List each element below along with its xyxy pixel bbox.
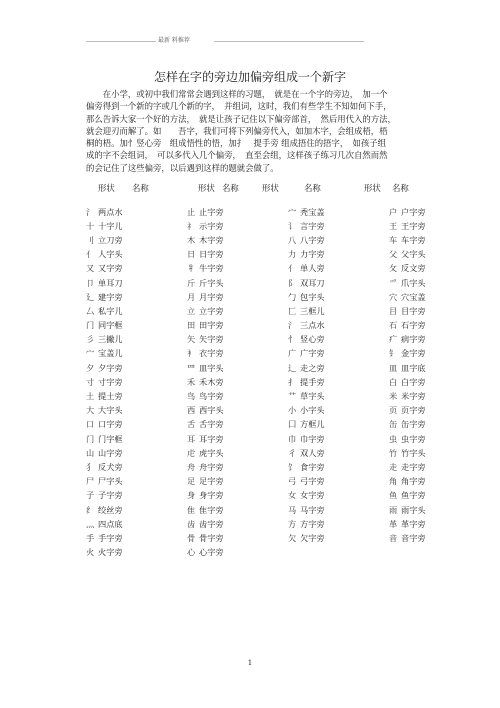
radical-name: 三点水 — [300, 320, 325, 331]
document-title: 怎样在字的旁边加偏旁组成一个新字 — [153, 70, 346, 84]
table-row — [86, 432, 461, 446]
page-number: 1 — [247, 659, 253, 667]
paragraph-line: 桐的梧。加忄竖心旁 组成悟性的悟，加扌 提手旁 组成捂住的捂字， 如孩子组 — [86, 138, 386, 149]
radical-shape: 鸟 — [187, 391, 196, 402]
radical-name: 月字旁 — [199, 291, 224, 302]
radical-shape: 田 — [187, 320, 196, 331]
table-header — [0, 182, 500, 194]
paragraph-line: 那么告诉大家一个好的方法， 就是让孩子记住以下偏旁部首， 然后用代入的方法， — [86, 113, 396, 124]
radical-shape: 门 — [86, 433, 95, 444]
radical-shape: 止 — [187, 206, 196, 217]
radical-name: 大字头 — [98, 405, 123, 416]
radical-shape: 女 — [288, 490, 297, 501]
table-row — [86, 489, 461, 503]
radical-name: 子字旁 — [98, 490, 123, 501]
radical-name: 又字旁 — [98, 263, 123, 274]
table-row — [86, 262, 461, 276]
radical-shape: 忄 — [288, 334, 297, 345]
radical-shape: 匚 — [288, 305, 297, 316]
radical-name: 木字旁 — [199, 234, 224, 245]
radical-name — [401, 546, 461, 560]
header-text: 最新 料推荐 — [158, 37, 190, 44]
radical-shape: 子 — [86, 490, 95, 501]
radical-name: 鱼字旁 — [401, 490, 426, 501]
radical-name: 绞丝旁 — [98, 504, 123, 515]
radical-name: 力字旁 — [300, 249, 325, 260]
radical-shape: 木 — [187, 234, 196, 245]
radical-name: 火字旁 — [98, 547, 123, 558]
radical-name: 页字旁 — [401, 405, 426, 416]
radical-name: 宝盖儿 — [98, 348, 123, 359]
radical-shape: 钅 — [389, 348, 398, 359]
radical-name: 提手旁 — [300, 376, 325, 387]
table-row — [86, 460, 461, 474]
radical-name: 虫字旁 — [401, 433, 426, 444]
radical-shape: 缶 — [389, 419, 398, 430]
radical-shape: 户 — [389, 206, 398, 217]
radical-name: 骨字旁 — [199, 532, 224, 543]
radical-shape: 阝 — [288, 277, 297, 288]
radical-name — [300, 546, 389, 560]
radical-name: 尸字头 — [98, 476, 123, 487]
radical-name: 两点水 — [98, 206, 123, 217]
radical-name: 虎字头 — [199, 447, 224, 458]
radical-name: 矢字旁 — [199, 334, 224, 345]
header-shape: 形状 — [262, 183, 279, 193]
radical-shape: 十 — [86, 220, 95, 231]
radical-shape: 竹 — [389, 447, 398, 458]
radical-shape: 门 — [86, 320, 95, 331]
radical-name: 三撇儿 — [98, 334, 123, 345]
header-name: 名称 — [132, 183, 149, 193]
radical-name: 包字头 — [300, 291, 325, 302]
radical-shape: 辶 — [288, 362, 297, 373]
radical-name: 斤字头 — [199, 277, 224, 288]
table-row — [86, 276, 461, 290]
radical-shape: 页 — [389, 405, 398, 416]
table-row — [86, 205, 461, 219]
radical-shape: 寸 — [86, 376, 95, 387]
radical-shape: 艹 — [288, 391, 297, 402]
radical-shape: 灬 — [86, 518, 95, 529]
radical-name: 牛字旁 — [199, 263, 224, 274]
radical-name: 巾字旁 — [300, 433, 325, 444]
radical-shape: 立 — [187, 305, 196, 316]
radical-name: 欠字旁 — [300, 532, 325, 543]
radical-name: 四点底 — [98, 518, 123, 529]
radical-name: 车字旁 — [401, 234, 426, 245]
table-row — [86, 404, 461, 418]
radical-shape: 囗 — [288, 419, 297, 430]
radical-name: 隹字旁 — [199, 504, 224, 515]
radical-name: 口字旁 — [98, 419, 123, 430]
radical-shape: 大 — [86, 405, 95, 416]
radical-shape: 舟 — [187, 461, 196, 472]
radical-name: 女字旁 — [300, 490, 325, 501]
radical-name: 广字旁 — [300, 348, 325, 359]
radical-name: 同字框 — [98, 320, 123, 331]
header-name: 名称 — [392, 183, 409, 193]
radical-name: 单耳刀 — [98, 277, 123, 288]
radical-name: 走字旁 — [401, 461, 426, 472]
radical-shape: 革 — [389, 518, 398, 529]
table-row — [86, 546, 461, 560]
radical-name: 鸟字旁 — [199, 391, 224, 402]
paragraph-line: 就会迎刃而解了。如 吾字，我们可将下列偏旁代入，如加木字，会组成梧，梧 — [86, 125, 388, 136]
radical-shape: 礻 — [187, 220, 196, 231]
table-row — [86, 233, 461, 247]
radical-shape: 马 — [288, 504, 297, 515]
radical-shape: 刂 — [86, 234, 95, 245]
radical-name: 寸字旁 — [98, 376, 123, 387]
radical-shape: 彡 — [86, 334, 95, 345]
radical-name: 王字旁 — [401, 220, 426, 231]
radical-shape: 音 — [389, 532, 398, 543]
table-row — [86, 375, 461, 389]
radical-shape: 卩 — [86, 277, 95, 288]
table-row — [86, 333, 461, 347]
radical-shape: 矢 — [187, 334, 196, 345]
header-shape: 形状 — [364, 183, 381, 193]
radical-shape: 心 — [187, 547, 196, 558]
radical-shape: 欠 — [288, 532, 297, 543]
header-rule-left — [86, 41, 156, 42]
radical-name: 目字旁 — [401, 305, 426, 316]
radical-shape: 山 — [86, 447, 95, 458]
radical-shape: 手 — [86, 532, 95, 543]
radical-shape: 小 — [288, 405, 297, 416]
paragraph-line: 成的字不会组词， 可以多代入几个偏旁， 直至会组，这样孩子练习几次自然而然 — [86, 150, 388, 161]
radical-shape: 犭 — [86, 461, 95, 472]
radical-name: 缶字旁 — [401, 419, 426, 430]
radical-name: 提土旁 — [98, 391, 123, 402]
radical-shape: 衤 — [187, 348, 196, 359]
paragraph-line: 在小学，或初中我们常常会遇到这样的习题， 就是在一个字的旁边， 加一个 — [86, 89, 388, 99]
radical-shape: 父 — [389, 249, 398, 260]
radical-name: 方字旁 — [300, 518, 325, 529]
radical-shape: 牜 — [187, 263, 196, 274]
radical-name: 舟字旁 — [199, 461, 224, 472]
radical-shape: 土 — [86, 391, 95, 402]
radical-name: 心字旁 — [199, 547, 224, 558]
radical-shape: 虍 — [187, 447, 196, 458]
radical-name: 田字旁 — [199, 320, 224, 331]
radical-name: 日字旁 — [199, 249, 224, 260]
header-shape: 形状 — [198, 183, 215, 193]
header-name: 名称 — [222, 183, 239, 193]
radical-name: 反文旁 — [401, 263, 426, 274]
table-row — [86, 418, 461, 432]
table-row — [86, 531, 461, 545]
radical-shape: 攵 — [389, 263, 398, 274]
radical-name: 皿字头 — [199, 362, 224, 373]
radical-shape: 弓 — [288, 476, 297, 487]
radical-shape: 纟 — [86, 504, 95, 515]
radical-name: 米字旁 — [401, 391, 426, 402]
radical-name: 西字头 — [199, 405, 224, 416]
radical-shape: 氵 — [86, 206, 95, 217]
radical-name: 爪字头 — [401, 277, 426, 288]
radical-name: 石字旁 — [401, 320, 426, 331]
radical-shape: 目 — [389, 305, 398, 316]
radical-name: 止字旁 — [199, 206, 224, 217]
radical-shape: 石 — [389, 320, 398, 331]
radical-name: 足字旁 — [199, 476, 224, 487]
radical-name: 走之旁 — [300, 362, 325, 373]
paragraph-line: 偏旁得到一个新的字或几个新的字， 并组词，这时，我们有些学生不知如何下手， — [86, 101, 392, 112]
radical-shape: 力 — [288, 249, 297, 260]
radical-shape: 齿 — [187, 518, 196, 529]
table-row — [86, 475, 461, 489]
radical-shape: 舌 — [187, 419, 196, 430]
radical-name: 言字旁 — [300, 220, 325, 231]
radical-shape — [389, 546, 401, 560]
radical-shape: 罒 — [187, 362, 196, 373]
radical-name: 齿字旁 — [199, 518, 224, 529]
radical-shape: 夕 — [86, 362, 95, 373]
table-row — [86, 219, 461, 233]
radical-shape: 骨 — [187, 532, 196, 543]
radical-name: 三框儿 — [300, 305, 325, 316]
radical-name: 单人旁 — [300, 263, 325, 274]
radical-shape: 彳 — [288, 447, 297, 458]
radical-shape: 宀 — [288, 206, 297, 217]
table-row — [86, 389, 461, 403]
radical-shape: 疒 — [389, 334, 398, 345]
radical-name: 八字旁 — [300, 234, 325, 245]
page-header — [0, 36, 500, 46]
radical-shape: 方 — [288, 518, 297, 529]
radical-shape: 饣 — [288, 461, 297, 472]
radical-name: 建字旁 — [98, 291, 123, 302]
radical-shape: 角 — [389, 476, 398, 487]
radical-name: 耳字旁 — [199, 433, 224, 444]
radical-shape: 廴 — [86, 291, 95, 302]
radical-shape: 巾 — [288, 433, 297, 444]
radical-name: 夕字旁 — [98, 362, 123, 373]
header-rule-right — [214, 41, 364, 42]
radical-shape — [288, 546, 300, 560]
radical-shape: 亻 — [288, 263, 297, 274]
radical-name: 手字旁 — [98, 532, 123, 543]
radical-shape: 又 — [86, 263, 95, 274]
table-row — [86, 517, 461, 531]
radical-name: 户字旁 — [401, 206, 426, 217]
radical-name: 弓字旁 — [300, 476, 325, 487]
table-row — [86, 248, 461, 262]
radical-shape: 广 — [288, 348, 297, 359]
radical-shape: 米 — [389, 391, 398, 402]
header-shape: 形状 — [98, 183, 115, 193]
radical-name: 雨字头 — [401, 504, 426, 515]
table-row — [86, 446, 461, 460]
radical-shape: 口 — [86, 419, 95, 430]
radical-name: 双人旁 — [300, 447, 325, 458]
radical-shape: 王 — [389, 220, 398, 231]
radical-name: 音字旁 — [401, 532, 426, 543]
radical-shape: 氵 — [288, 320, 297, 331]
radical-shape: 爫 — [389, 277, 398, 288]
radical-name: 双耳刀 — [300, 277, 325, 288]
radical-name: 穴宝盖 — [401, 291, 426, 302]
table-row — [86, 361, 461, 375]
radical-shape: 白 — [389, 376, 398, 387]
radical-shape: 西 — [187, 405, 196, 416]
radical-shape: 尸 — [86, 476, 95, 487]
header-name: 名称 — [304, 183, 321, 193]
radical-name: 皿字底 — [401, 362, 426, 373]
radical-shape: 皿 — [389, 362, 398, 373]
radical-name: 立字旁 — [199, 305, 224, 316]
radical-name: 病字旁 — [401, 334, 426, 345]
radical-shape: 八 — [288, 234, 297, 245]
radical-shape: 火 — [86, 547, 95, 558]
table-row — [86, 319, 461, 333]
radical-shape: 耳 — [187, 433, 196, 444]
radical-name: 禾木旁 — [199, 376, 224, 387]
radical-shape: 车 — [389, 234, 398, 245]
radical-name: 竖心旁 — [300, 334, 325, 345]
radical-shape: 月 — [187, 291, 196, 302]
radical-shape: 斤 — [187, 277, 196, 288]
radical-shape: 虫 — [389, 433, 398, 444]
radical-name: 白字旁 — [401, 376, 426, 387]
radical-shape: 日 — [187, 249, 196, 260]
radical-name: 人字头 — [98, 249, 123, 260]
radical-name: 食字旁 — [300, 461, 325, 472]
radical-name: 竹字头 — [401, 447, 426, 458]
radical-shape: 鱼 — [389, 490, 398, 501]
radical-shape: 身 — [187, 490, 196, 501]
radical-name: 父字头 — [401, 249, 426, 260]
radical-name: 山字旁 — [98, 447, 123, 458]
radical-shape: 扌 — [288, 376, 297, 387]
radical-shape: 足 — [187, 476, 196, 487]
radical-name: 示字旁 — [199, 220, 224, 231]
radical-name: 身字旁 — [199, 490, 224, 501]
radical-name: 草字头 — [300, 391, 325, 402]
radical-shape: 厶 — [86, 305, 95, 316]
radical-name: 马字旁 — [300, 504, 325, 515]
radical-shape: 走 — [389, 461, 398, 472]
radical-name: 反犬旁 — [98, 461, 123, 472]
radical-name: 角字旁 — [401, 476, 426, 487]
radical-name: 舌字旁 — [199, 419, 224, 430]
radical-shape: 宀 — [86, 348, 95, 359]
radical-shape: 雨 — [389, 504, 398, 515]
radical-name: 十字儿 — [98, 220, 123, 231]
paragraph-line: 的会记住了这些偏旁，以后遇到这样的题就会做了。 — [86, 162, 279, 173]
table-row — [86, 347, 461, 361]
radical-shape: 讠 — [288, 220, 297, 231]
radical-name: 门字框 — [98, 433, 123, 444]
table-row — [86, 503, 461, 517]
radical-name: 衣字旁 — [199, 348, 224, 359]
radical-shape: 穴 — [389, 291, 398, 302]
radical-table — [86, 205, 461, 560]
radical-name: 金字旁 — [401, 348, 426, 359]
table-row — [86, 290, 461, 304]
radical-name: 方框儿 — [300, 419, 325, 430]
table-row — [86, 304, 461, 318]
radical-name: 革字旁 — [401, 518, 426, 529]
radical-shape: 隹 — [187, 504, 196, 515]
radical-shape: 亻 — [86, 249, 95, 260]
radical-name: 秃宝盖 — [300, 206, 325, 217]
radical-name: 私字儿 — [98, 305, 123, 316]
radical-shape: 勹 — [288, 291, 297, 302]
radical-shape: 禾 — [187, 376, 196, 387]
radical-name: 立刀旁 — [98, 234, 123, 245]
intro-paragraph — [86, 88, 420, 174]
radical-name: 小字头 — [300, 405, 325, 416]
